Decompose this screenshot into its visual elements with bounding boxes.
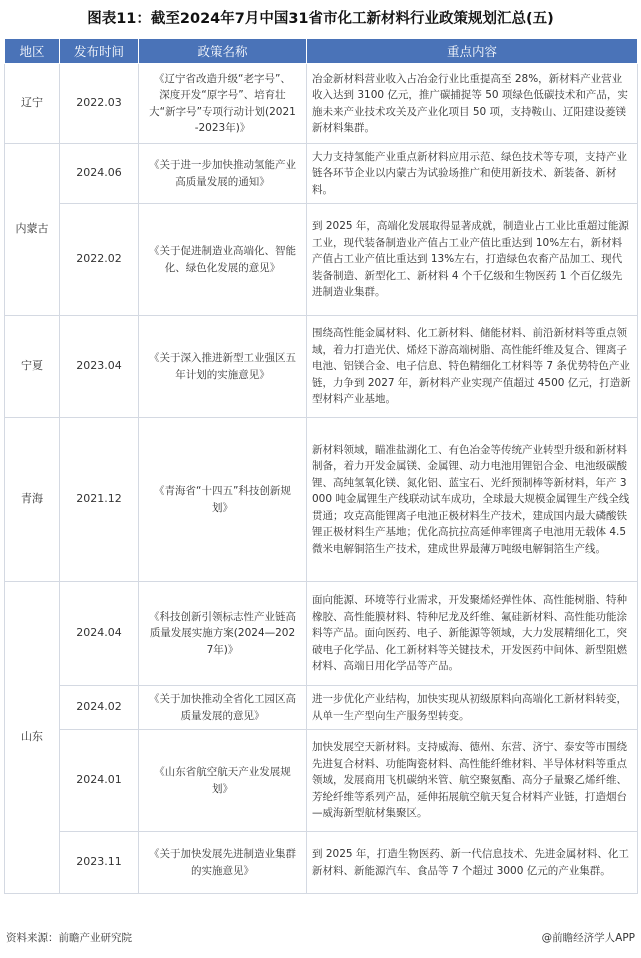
content-cell: 进一步优化产业结构，加快实现从初级原料向高端化工新材料转变，从单一生产型向生产服务型转变。 — [307, 686, 638, 730]
policy-name-cell: 《关于促进制造业高端化、智能化、绿色化发展的意见》 — [139, 204, 307, 316]
policy-name-cell: 《山东省航空航天产业发展规划》 — [139, 730, 307, 832]
date-cell: 2022.03 — [60, 64, 139, 144]
policy-name-cell: 《关于进一步加快推动氢能产业高质量发展的通知》 — [139, 144, 307, 204]
policy-table — [4, 38, 638, 894]
date-cell: 2024.04 — [60, 582, 139, 686]
policy-name-cell: 《关于加快推动全省化工园区高质量发展的意见》 — [139, 686, 307, 730]
policy-name-cell: 《科技创新引领标志性产业链高质量发展实施方案(2024—2027年)》 — [139, 582, 307, 686]
table-row — [5, 832, 638, 894]
content-cell: 新材料领域，瞄准盐湖化工、有色冶金等传统产业转型升级和新材料制备，着力开发金属镁、金属锂、动力电池用锂铝合金、电池级碳酸锂、高纯氢氧化镁、氮化铝、蓝宝石、光纤预制棒等新材料，年产 3000 吨金属锂生产线联动试车成功，全球最大规模金属锂生产线全线贯通；攻克高能锂离子电池正极材料生产技术，建成国内最大磷酸铁锂正极材料生产基地；优化高抗拉高延伸率锂离子电池用无载体 4.5 微米电解铜箔生产技术，建成世界最薄万吨级电解铜箔生产线。 — [307, 418, 638, 582]
policy-name-cell: 《关于深入推进新型工业强区五年计划的实施意见》 — [139, 316, 307, 418]
column-header-policy: 政策名称 — [139, 39, 307, 64]
date-cell: 2022.02 — [60, 204, 139, 316]
brand-credit: @前瞻经济学人APP — [541, 932, 635, 944]
policy-name-cell: 《关于加快发展先进制造业集群的实施意见》 — [139, 832, 307, 894]
table-row — [5, 418, 638, 582]
content-cell: 面向能源、环境等行业需求，开发聚烯烃弹性体、高性能树脂、特种橡胶、高性能膜材料、特种尼龙及纤维、氟硅新材料、高性能功能涂料等产品。面向医药、电子、新能源等领域，大力发展精细化工，突破电子化学品、化工新材料等关键技术，开发医药中间体、新型阻燃材料、高端日用化学品等产品。 — [307, 582, 638, 686]
table-row — [5, 686, 638, 730]
content-cell: 围绕高性能金属材料、化工新材料、储能材料、前沿新材料等重点领域，着力打造光伏、烯烃下游高端树脂、高性能纤维及复合、锂离子电池、铝镁合金、电子信息、特色精细化工材料等 7 条优势特色产业链，力争到 2027 年，新材料产业实现产值超过 4500 亿元，打造新型材料产业基地。 — [307, 316, 638, 418]
content-cell: 到 2025 年，打造生物医药、新一代信息技术、先进金属材料、化工新材料、新能源汽车、食品等 7 个超过 3000 亿元的产业集群。 — [307, 832, 638, 894]
region-cell: 辽宁 — [5, 64, 60, 144]
date-cell: 2023.04 — [60, 316, 139, 418]
policy-name-cell: 《青海省“十四五”科技创新规划》 — [139, 418, 307, 582]
table-body — [5, 64, 638, 894]
content-cell: 冶金新材料营业收入占冶金行业比重提高至 28%，新材料产业营业收入达到 3100 亿元，推广碳捕捉等 50 项绿色低碳技术和产品，实施未来产业技术攻关及产业化项目 50 项，支持鞍山、辽阳建设菱镁新材料集群。 — [307, 64, 638, 144]
date-cell: 2024.02 — [60, 686, 139, 730]
column-header-content: 重点内容 — [307, 39, 638, 64]
column-header-date: 发布时间 — [60, 39, 139, 64]
table-header-row — [5, 39, 638, 64]
table-row — [5, 64, 638, 144]
content-cell: 加快发展空天新材料。支持威海、德州、东营、济宁、泰安等市围绕先进复合材料、功能陶瓷材料、高性能纤维材料、半导体材料等重点领域，发展商用飞机碳纳米管、航空聚氨酯、高分子量聚乙烯纤维、芳纶纤维等系列产品，延伸拓展航空航天复合材料产业链，打造烟台—威海新型航材集聚区。 — [307, 730, 638, 832]
policy-name-cell: 《辽宁省改造升级“老字号”、深度开发“原字号”、培育壮大“新字号”专项行动计划(2021-2023年)》 — [139, 64, 307, 144]
table-row — [5, 582, 638, 686]
region-cell: 内蒙古 — [5, 144, 60, 316]
region-cell: 山东 — [5, 582, 60, 894]
region-cell: 宁夏 — [5, 316, 60, 418]
content-cell: 大力支持氢能产业重点新材料应用示范、绿色技术等专项，支持产业链各环节企业以内蒙古为试验场推广和使用新技术、新装备、新材料。 — [307, 144, 638, 204]
table-row — [5, 730, 638, 832]
date-cell: 2024.06 — [60, 144, 139, 204]
page-title: 图表11：截至2024年7月中国31省市化工新材料行业政策规划汇总(五) — [87, 11, 554, 27]
footer — [6, 930, 635, 945]
source-note: 资料来源：前瞻产业研究院 — [6, 932, 132, 944]
table-row — [5, 316, 638, 418]
content-cell: 到 2025 年，高端化发展取得显著成就，制造业占工业比重超过能源工业，现代装备制造业产值占工业产值比重达到 10%左右，新材料产值占工业产值比重达到 13%左右，打造绿色农畜产品加工、现代装备制造、新型化工、新材料 4 个千亿级和生物医药 1 个百亿级先进制造业集群。 — [307, 204, 638, 316]
column-header-region: 地区 — [5, 39, 60, 64]
date-cell: 2023.11 — [60, 832, 139, 894]
table-row — [5, 204, 638, 316]
date-cell: 2021.12 — [60, 418, 139, 582]
date-cell: 2024.01 — [60, 730, 139, 832]
region-cell: 青海 — [5, 418, 60, 582]
table-row — [5, 144, 638, 204]
